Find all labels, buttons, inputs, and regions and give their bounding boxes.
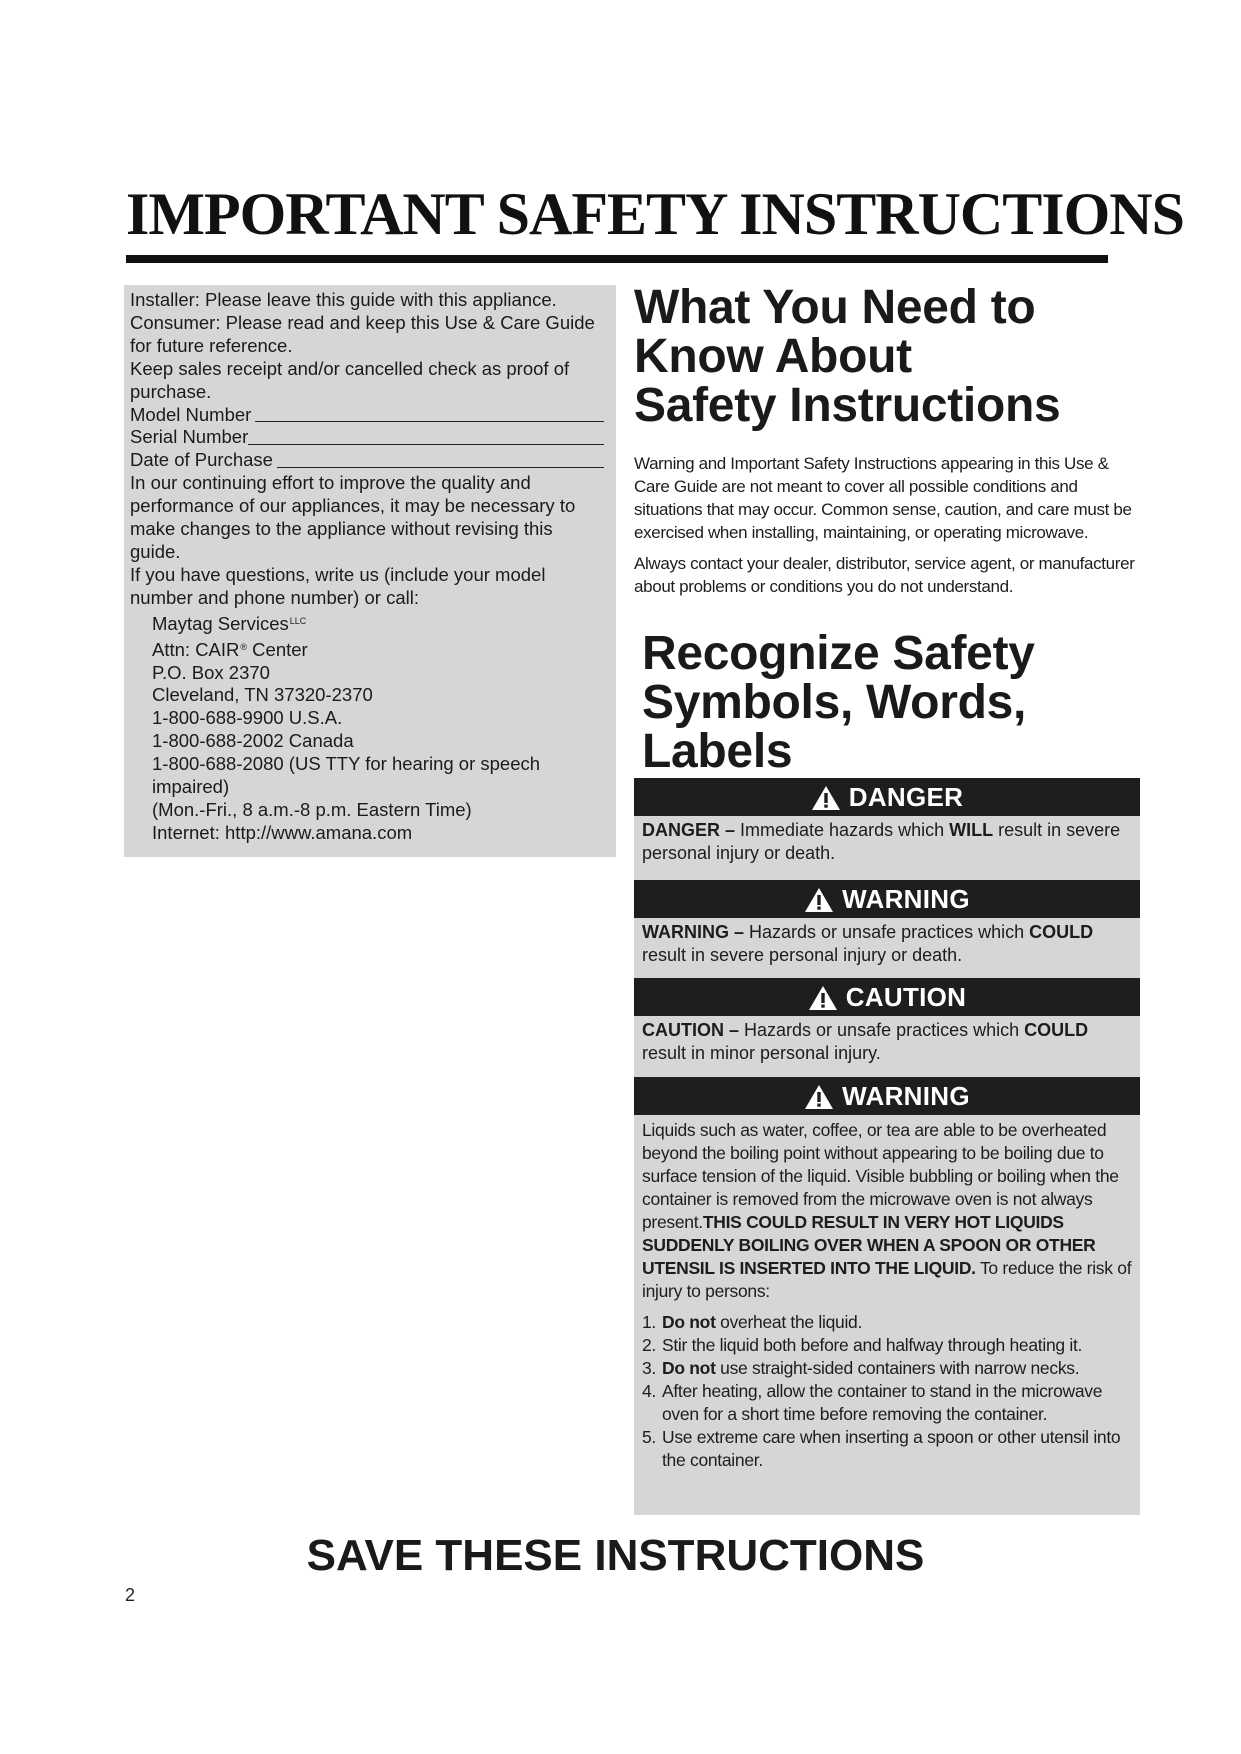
warning-label [634,880,1140,979]
receipt-note-2: purchase. [130,380,212,402]
know-paragraph-2: Always contact your dealer, distributor, service agent, or manufacturer about problems or conditions you do not understand. [634,554,1135,596]
liquid-warning-text: Liquids such as water, coffee, or tea are able to be overheated beyond the boiling point without appearing to be boiling due to surface tension of the liquid. Visible bubbling or boiling when the container is removed from the microwave oven is not always present.THIS COULD RESULT IN VERY HOT LIQUIDS SUDDENLY BOILING OVER WHEN A SPOON OR OTHER UTENSIL IS INSERTED INTO THE LIQUID. To reduce the risk of injury to persons: [642,1120,1132,1301]
caution-description: CAUTION – Hazards or unsafe practices which COULD result in minor personal injury. [642,1020,1089,1063]
warning-triangle-icon [804,1084,834,1110]
danger-description: DANGER – Immediate hazards which WILL result in severe personal injury or death. [642,820,1121,863]
liquid-warning-list [642,1311,1132,1472]
questions-note-1: If you have questions, write us (include your model [130,563,546,585]
phone-canada: 1-800-688-2002 Canada [152,730,354,752]
list-item: 2. Stir the liquid both before and halfway through heating it. [642,1335,1083,1355]
owner-info-panel [124,285,616,857]
page-title: IMPORTANT SAFETY INSTRUCTIONS [126,181,1184,247]
serial-number-blank[interactable] [248,443,604,445]
save-instructions-title: SAVE THESE INSTRUCTIONS [306,1531,925,1580]
effort-note-1: In our continuing effort to improve the quality and [130,472,531,494]
questions-note-2: number and phone number) or call: [130,586,419,608]
internet-link[interactable]: Internet: http://www.amana.com [152,821,413,843]
page-number: 2 [125,1585,136,1605]
recognize-heading: Recognize Safety Symbols, Words, Labels [642,627,1035,778]
list-item: 5. Use extreme care when inserting a spoon or other utensil into the container. [642,1427,1121,1470]
liquid-warning-body [634,1115,1140,1472]
purchase-date-label: Date of Purchase [130,449,273,471]
know-heading: What You Need to Know About Safety Instructions [634,281,1061,432]
serial-number-label: Serial Number [130,426,249,448]
liquid-warning-header: WARNING [634,1077,1140,1115]
receipt-note-1: Keep sales receipt and/or cancelled check as proof of [130,357,570,379]
serial-number-field[interactable] [130,426,610,449]
list-item: 4. After heating, allow the container to stand in the microwave oven for a short time before removing the container. [642,1381,1103,1424]
know-paragraph-1: Warning and Important Safety Instructions appearing in this Use & Care Guide are not meant to cover all possible conditions and situations that may occur. Common sense, caution, and care must be exercised when installing, maintaining, or operating microwave. [634,454,1132,542]
warning-header: WARNING [634,880,1140,918]
purchase-date-blank[interactable] [277,466,604,468]
effort-note-2: performance of our appliances, it may be necessary to [130,495,576,517]
title-rule [126,255,1108,263]
warning-triangle-icon [804,887,834,913]
consumer-note-1: Consumer: Please read and keep this Use & Care Guide [130,311,595,333]
caution-label [634,978,1140,1077]
model-number-label: Model Number [130,403,252,425]
warning-triangle-icon [808,985,838,1011]
phone-tty-1: 1-800-688-2080 (US TTY for hearing or speech [152,753,541,775]
effort-note-3: make changes to the appliance without revising this [130,518,553,540]
attn-line: Attn: CAIR® Center [152,638,308,660]
po-box: P.O. Box 2370 [152,661,270,683]
danger-label [634,778,1140,881]
phone-usa: 1-800-688-9900 U.S.A. [152,707,343,729]
phone-tty-2: impaired) [152,776,230,798]
consumer-note-2: for future reference. [130,334,293,356]
liquid-warning-label [634,1077,1140,1515]
danger-header: DANGER [634,778,1140,816]
model-number-field[interactable] [130,404,610,427]
warning-triangle-icon [811,785,841,811]
caution-header: CAUTION [634,978,1140,1016]
installer-note: Installer: Please leave this guide with this appliance. [130,289,557,310]
model-number-blank[interactable] [255,420,604,422]
purchase-date-field[interactable] [130,449,610,472]
business-hours: (Mon.-Fri., 8 a.m.-8 p.m. Eastern Time) [152,798,472,820]
company-name: Maytag Services$^{LLC}$ [152,612,307,634]
list-item: 1. Do not overheat the liquid. [642,1312,863,1332]
effort-note-4: guide. [130,540,181,562]
warning-description: WARNING – Hazards or unsafe practices which COULD result in severe personal injury or death. [642,922,1094,965]
city-zip: Cleveland, TN 37320-2370 [152,684,373,706]
list-item: 3. Do not use straight-sided containers with narrow necks. [642,1358,1080,1378]
